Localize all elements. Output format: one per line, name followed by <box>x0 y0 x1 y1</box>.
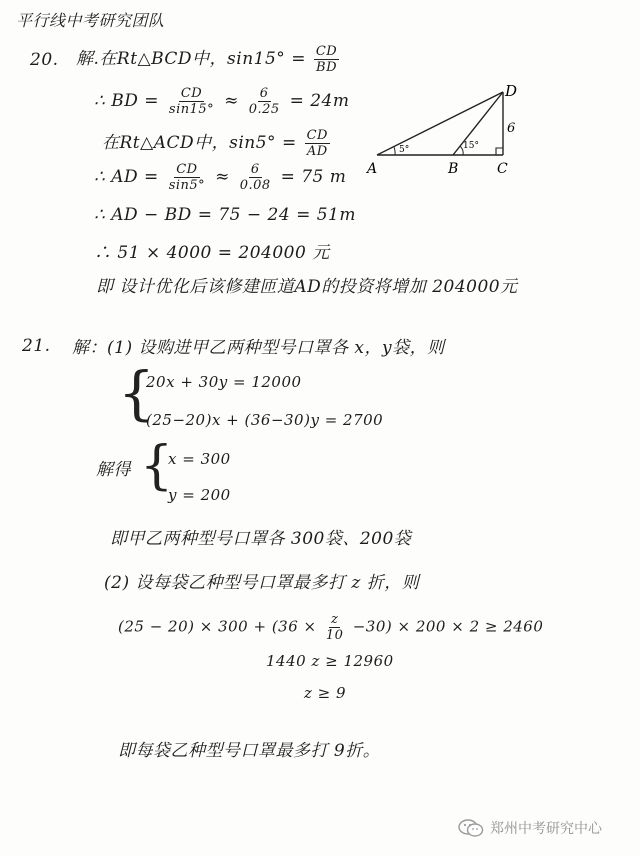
page-header: 平行线中考研究团队 <box>16 11 165 30</box>
fraction-denominator: 10 <box>325 628 344 643</box>
problem-20-step-3 <box>102 128 332 159</box>
step-2-result: = 24m <box>289 91 350 111</box>
fraction-cd-sin5 <box>167 162 207 193</box>
problem-20-step-1 <box>76 44 341 75</box>
problem-20-conclusion: 即 设计优化后该修建匝道AD的投资将增加 204000元 <box>96 277 518 297</box>
fraction-denominator: 0.25 <box>248 102 280 117</box>
solve-label: 解得 <box>96 460 131 480</box>
fraction-numerator: 6 <box>250 162 260 177</box>
right-angle-mark <box>496 148 503 155</box>
fraction-numerator: CD <box>176 162 198 177</box>
problem-21-part-1-intro: 解：(1) 设购进甲乙两种型号口罩各 x，y袋，则 <box>72 338 445 358</box>
label-d: D <box>505 82 518 100</box>
solution-x: x = 300 <box>168 450 231 468</box>
fraction-6-025 <box>247 86 282 117</box>
problem-20-number: 20. <box>30 50 59 70</box>
label-a: A <box>367 161 378 177</box>
label-angle-b: 15° <box>463 141 479 151</box>
problem-21-part-2-answer: 即每袋乙种型号口罩最多打 9折。 <box>118 741 381 761</box>
inequality-2: 1440 z ≥ 12960 <box>266 652 394 670</box>
solution-y: y = 200 <box>168 486 231 504</box>
approx-sign: ≈ <box>224 91 239 111</box>
problem-21-number: 21. <box>22 336 51 356</box>
step-1-text: 解.在Rt△BCD中，sin15° = <box>76 49 306 69</box>
system-brace: { <box>118 359 155 427</box>
problem-20-step-2 <box>94 86 349 117</box>
fraction-cd-sin15 <box>167 86 216 117</box>
inequality-1-left: (25 − 20) × 300 + (36 × <box>118 617 317 636</box>
fraction-denominator: sin15° <box>168 102 215 117</box>
watermark <box>458 818 602 838</box>
label-c: C <box>497 161 508 177</box>
label-cd-length: 6 <box>507 121 516 136</box>
watermark-text: 郑州中考研究中心 <box>490 821 602 837</box>
approx-sign: ≈ <box>215 167 230 187</box>
equation-2: (25−20)x + (36−30)y = 2700 <box>146 411 384 429</box>
problem-20-step-4 <box>94 162 346 193</box>
wechat-icon <box>458 818 484 838</box>
fraction-cd-bd <box>314 44 339 75</box>
fraction-z-10 <box>324 612 346 643</box>
inequality-1-right: −30) × 200 × 2 ≥ 2460 <box>352 617 544 636</box>
fraction-numerator: 6 <box>259 86 269 101</box>
label-angle-a: 5° <box>399 145 410 155</box>
solution-brace: { <box>140 436 174 496</box>
fraction-numerator: CD <box>306 128 328 143</box>
label-b: B <box>448 161 459 177</box>
problem-20-step-5: ∴ AD − BD = 75 − 24 = 51m <box>94 205 356 225</box>
fraction-denominator: sin5° <box>168 178 206 193</box>
problem-21-part-2-intro: (2) 设每袋乙种型号口罩最多打 z 折，则 <box>104 573 420 593</box>
fraction-denominator: BD <box>316 60 338 75</box>
fraction-denominator: AD <box>306 144 328 159</box>
step-3-text: 在Rt△ACD中，sin5° = <box>102 133 297 153</box>
step-4-result: = 75 m <box>280 167 347 187</box>
fraction-numerator: CD <box>315 44 338 59</box>
fraction-6-008 <box>238 162 273 193</box>
step-4-text: ∴ AD = <box>94 167 159 187</box>
problem-20-step-6: ∴ 51 × 4000 = 204000 元 <box>94 243 330 263</box>
line-ad <box>377 92 503 155</box>
step-2-text: ∴ BD = <box>94 91 159 111</box>
problem-21-part-1-answer: 即甲乙两种型号口罩各 300袋、200袋 <box>110 529 412 549</box>
inequality-3: z ≥ 9 <box>304 684 347 702</box>
fraction-cd-ad <box>305 128 330 159</box>
triangle-diagram <box>365 80 535 180</box>
fraction-numerator: CD <box>180 86 203 101</box>
equation-1: 20x + 30y = 12000 <box>146 373 302 391</box>
inequality-1 <box>118 612 543 643</box>
fraction-numerator: z <box>330 612 339 627</box>
angle-a-arc <box>394 147 395 155</box>
fraction-denominator: 0.08 <box>239 178 271 193</box>
